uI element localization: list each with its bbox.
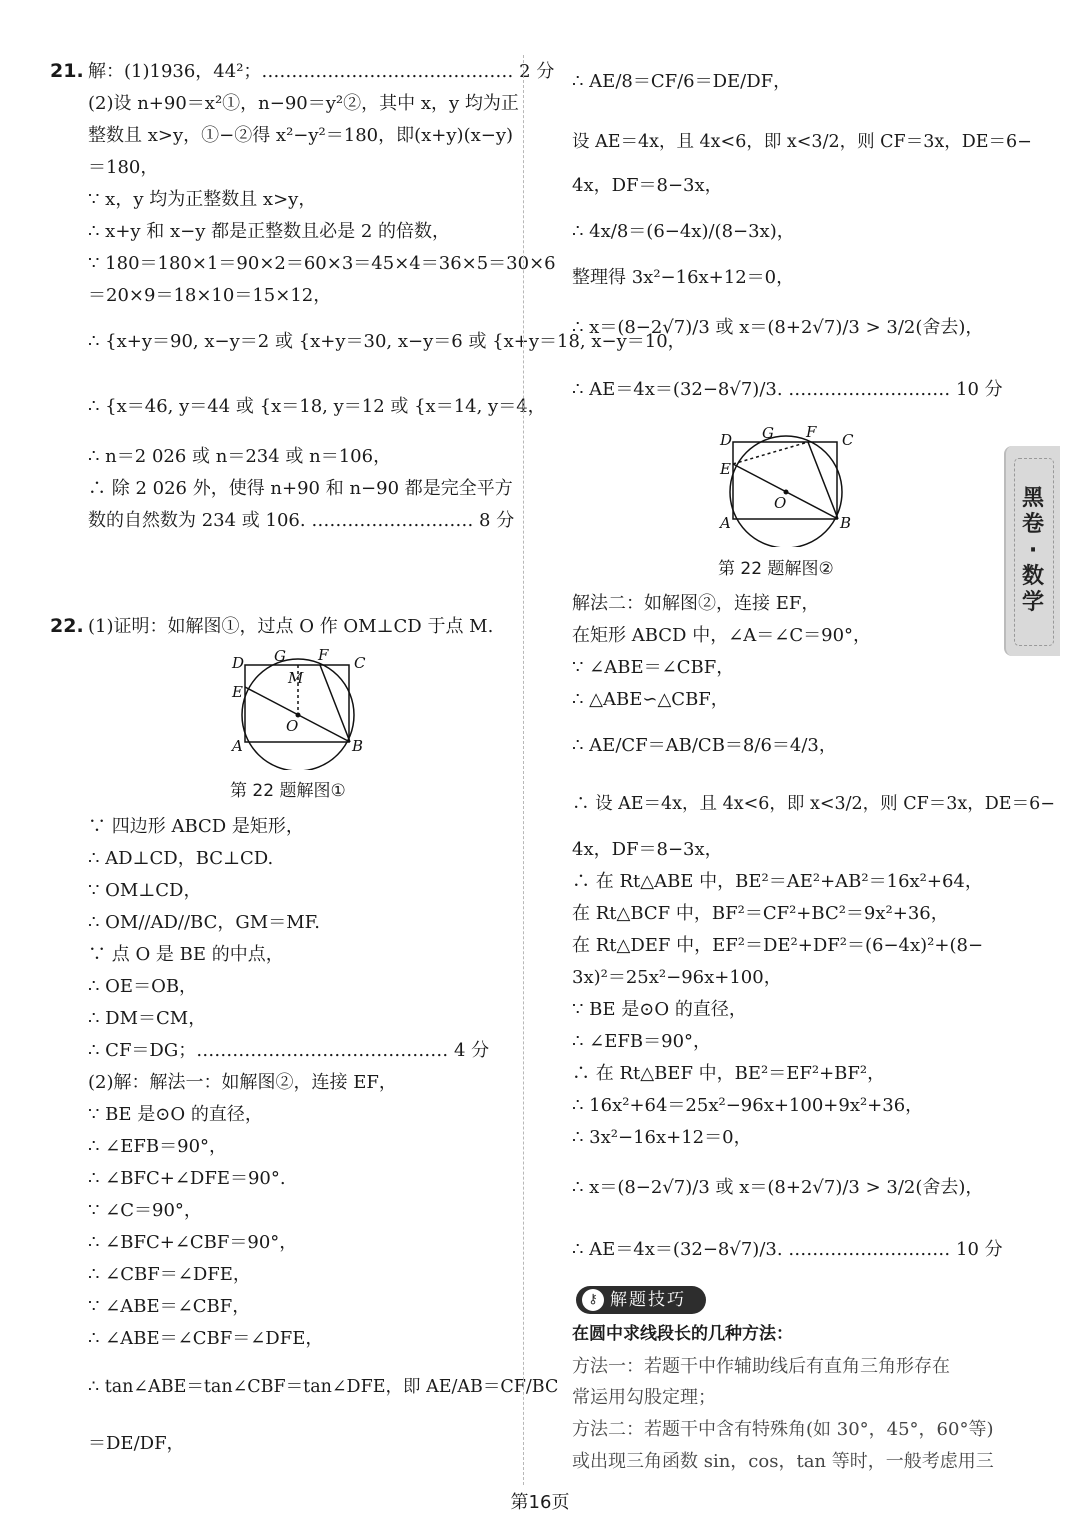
q21-line-9: ∴ {x+y＝90, x−y＝2 或 {x+y＝30, x−y＝6 或 {x+y＝18, x−y＝10， — [88, 331, 686, 352]
q22-proof-intro: (1)证明：如解图①，过点 O 作 OM⊥CD 于点 M. — [88, 616, 494, 637]
label-f: F — [318, 646, 329, 664]
label-e: E — [232, 683, 243, 701]
q22-right-b1: 解法二：如解图②，连接 EF， — [572, 593, 820, 614]
label-d: D — [720, 431, 733, 449]
label-o: O — [286, 717, 299, 735]
q22-right-b7: 4x，DF＝8−3x， — [572, 839, 723, 860]
q21-line-4: ＝180， — [88, 157, 159, 178]
tips-line-1: 方法一：若题干中作辅助线后有直角三角形存在 — [572, 1356, 950, 1377]
figure-22-2 — [718, 422, 858, 547]
label-g: G — [762, 424, 774, 442]
q21-line-13: 数的自然数为 234 或 106. ……………………… 8 分 — [88, 510, 515, 531]
tips-badge — [576, 1286, 706, 1314]
q22-line-b11: ∴ ∠EFB＝90°， — [88, 1136, 228, 1157]
q21-line-5: ∵ x，y 均为正整数且 x>y， — [88, 189, 317, 210]
q22-right-b2: 在矩形 ABCD 中，∠A＝∠C＝90°， — [572, 625, 872, 646]
q22-line-b16: ∵ ∠ABE＝∠CBF， — [88, 1296, 251, 1317]
q22-line-b15: ∴ ∠CBF＝∠DFE， — [88, 1264, 251, 1285]
tips-line-2: 常运用勾股定理； — [572, 1387, 716, 1408]
label-o: O — [774, 494, 787, 512]
q22-line-b7: ∴ DM＝CM， — [88, 1008, 207, 1029]
q22-right-a1: ∴ AE/8＝CF/6＝DE/DF， — [572, 71, 792, 92]
q21-line-10: ∴ {x＝46, y＝44 或 {x＝18, y＝12 或 {x＝14, y＝4， — [88, 396, 546, 417]
q22-line-b19: ＝DE/DF， — [88, 1433, 185, 1454]
q22-line-b10: ∵ BE 是⊙O 的直径， — [88, 1104, 263, 1125]
q22-line-b6: ∴ OE＝OB， — [88, 976, 198, 997]
label-b: B — [840, 514, 852, 532]
q22-right-a6: ∴ x＝(8−2√7)/3 或 x＝(8+2√7)/3 > 3/2(舍去)， — [572, 317, 984, 338]
q22-line-b3: ∵ OM⊥CD， — [88, 880, 202, 901]
q22-right-a5: 整理得 3x²−16x+12＝0， — [572, 267, 795, 288]
label-e: E — [720, 460, 731, 478]
q22-line-b2: ∴ AD⊥CD，BC⊥CD. — [88, 848, 274, 869]
q22-line-b13: ∵ ∠C＝90°， — [88, 1200, 202, 1221]
label-b: B — [352, 737, 364, 755]
question-21-number: 21. — [50, 60, 84, 82]
q21-line-1: 解：(1)1936，44²；…………………………………… 2 分 — [88, 61, 555, 82]
q22-line-b12: ∴ ∠BFC+∠DFE＝90°. — [88, 1168, 286, 1189]
label-f: F — [806, 423, 817, 441]
q22-right-b10: 在 Rt△DEF 中，EF²＝DE²+DF²＝(6−4x)²+(8− — [572, 935, 984, 956]
key-icon: ⚷ — [582, 1289, 604, 1311]
label-c: C — [354, 654, 366, 672]
label-c: C — [842, 431, 854, 449]
q22-line-b4: ∴ OM//AD//BC，GM＝MF. — [88, 912, 321, 933]
label-a: A — [720, 514, 731, 532]
q22-right-b17: ∴ x＝(8−2√7)/3 或 x＝(8+2√7)/3 > 3/2(舍去)， — [572, 1177, 984, 1198]
figure-22-1-caption: 第 22 题解图① — [230, 781, 346, 801]
segment-ef — [733, 442, 808, 464]
q22-line-b1: ∵ 四边形 ABCD 是矩形， — [88, 816, 304, 837]
q21-line-11: ∴ n＝2 026 或 n＝234 或 n＝106， — [88, 446, 392, 467]
q22-right-b16: ∴ 3x²−16x+12＝0， — [572, 1127, 752, 1148]
q22-right-b5: ∴ AE/CF＝AB/CB＝8/6＝4/3， — [572, 735, 837, 756]
label-g: G — [274, 647, 286, 665]
q22-right-b8: ∴ 在 Rt△ABE 中，BE²＝AE²+AB²＝16x²+64， — [572, 871, 983, 892]
tips-line-4: 或出现三角函数 sin，cos，tan 等时，一般考虑用三 — [572, 1451, 994, 1472]
tips-heading: 在圆中求线段长的几种方法： — [572, 1324, 793, 1344]
q22-right-b9: 在 Rt△BCF 中，BF²＝CF²+BC²＝9x²+36， — [572, 903, 949, 924]
q21-line-2: (2)设 n+90＝x²①，n−90＝y²②，其中 x，y 均为正 — [88, 93, 519, 114]
q22-line-b17: ∴ ∠ABE＝∠CBF＝∠DFE， — [88, 1328, 324, 1349]
tips-line-3: 方法二：若题干中含有特殊角(如 30°，45°，60°等) — [572, 1419, 994, 1440]
q22-line-b14: ∴ ∠BFC+∠CBF＝90°， — [88, 1232, 298, 1253]
q22-right-b3: ∵ ∠ABE＝∠CBF， — [572, 657, 735, 678]
figure-22-1 — [230, 645, 370, 770]
label-m: M — [288, 669, 304, 687]
q21-line-3: 整数且 x>y，①−②得 x²−y²＝180，即(x+y)(x−y) — [88, 125, 514, 146]
q22-right-b11: 3x)²＝25x²−96x+100， — [572, 967, 782, 988]
q21-line-7: ∵ 180＝180×1＝90×2＝60×3＝45×4＝36×5＝30×6 — [88, 253, 556, 274]
page-footer: 第16页 — [510, 1492, 570, 1513]
q22-line-b18: ∴ tan∠ABE＝tan∠CBF＝tan∠DFE，即 AE/AB＝CF/BC — [88, 1377, 559, 1397]
figure-22-2-caption: 第 22 题解图② — [718, 559, 834, 579]
q22-right-a4: ∴ 4x/8＝(6−4x)/(8−3x)， — [572, 221, 795, 242]
segment-bf — [320, 665, 350, 742]
q21-line-8: ＝20×9＝18×10＝15×12， — [88, 285, 332, 306]
q22-line-b8: ∴ CF＝DG；…………………………………… 4 分 — [88, 1040, 490, 1061]
side-tab — [1004, 446, 1060, 656]
question-22-number: 22. — [50, 615, 84, 637]
q22-right-a3: 4x，DF＝8−3x， — [572, 175, 723, 196]
q22-right-b18: ∴ AE＝4x＝(32−8√7)/3. ……………………… 10 分 — [572, 1239, 1003, 1260]
label-d: D — [232, 654, 245, 672]
q22-right-a7: ∴ AE＝4x＝(32−8√7)/3. ……………………… 10 分 — [572, 379, 1003, 400]
q22-right-a2: 设 AE＝4x，且 4x<6，即 x<3/2，则 CF＝3x，DE＝6− — [572, 132, 1032, 152]
q22-right-b15: ∴ 16x²+64＝25x²−96x+100+9x²+36， — [572, 1095, 924, 1116]
q21-line-6: ∴ x+y 和 x−y 都是正整数且必是 2 的倍数， — [88, 221, 451, 242]
segment-bf — [808, 442, 838, 519]
tips-badge-label: 解题技巧 — [610, 1290, 686, 1310]
q22-line-b5: ∵ 点 O 是 BE 的中点， — [88, 944, 284, 965]
q22-right-b13: ∴ ∠EFB＝90°， — [572, 1031, 712, 1052]
q22-line-b9: (2)解：解法一：如解图②，连接 EF， — [88, 1072, 397, 1093]
q22-right-b12: ∵ BE 是⊙O 的直径， — [572, 999, 747, 1020]
q22-right-b6: ∴ 设 AE＝4x，且 4x<6，即 x<3/2，则 CF＝3x，DE＝6− — [572, 794, 1055, 814]
q21-line-12: ∴ 除 2 026 外，使得 n+90 和 n−90 都是完全平方 — [88, 478, 513, 499]
label-a: A — [232, 737, 243, 755]
q22-right-b14: ∴ 在 Rt△BEF 中，BE²＝EF²+BF²， — [572, 1063, 886, 1084]
column-divider — [523, 55, 524, 1485]
q22-right-b4: ∴ △ABE∽△CBF， — [572, 689, 729, 710]
side-tab-label: 黑卷·数学 — [1021, 486, 1044, 615]
